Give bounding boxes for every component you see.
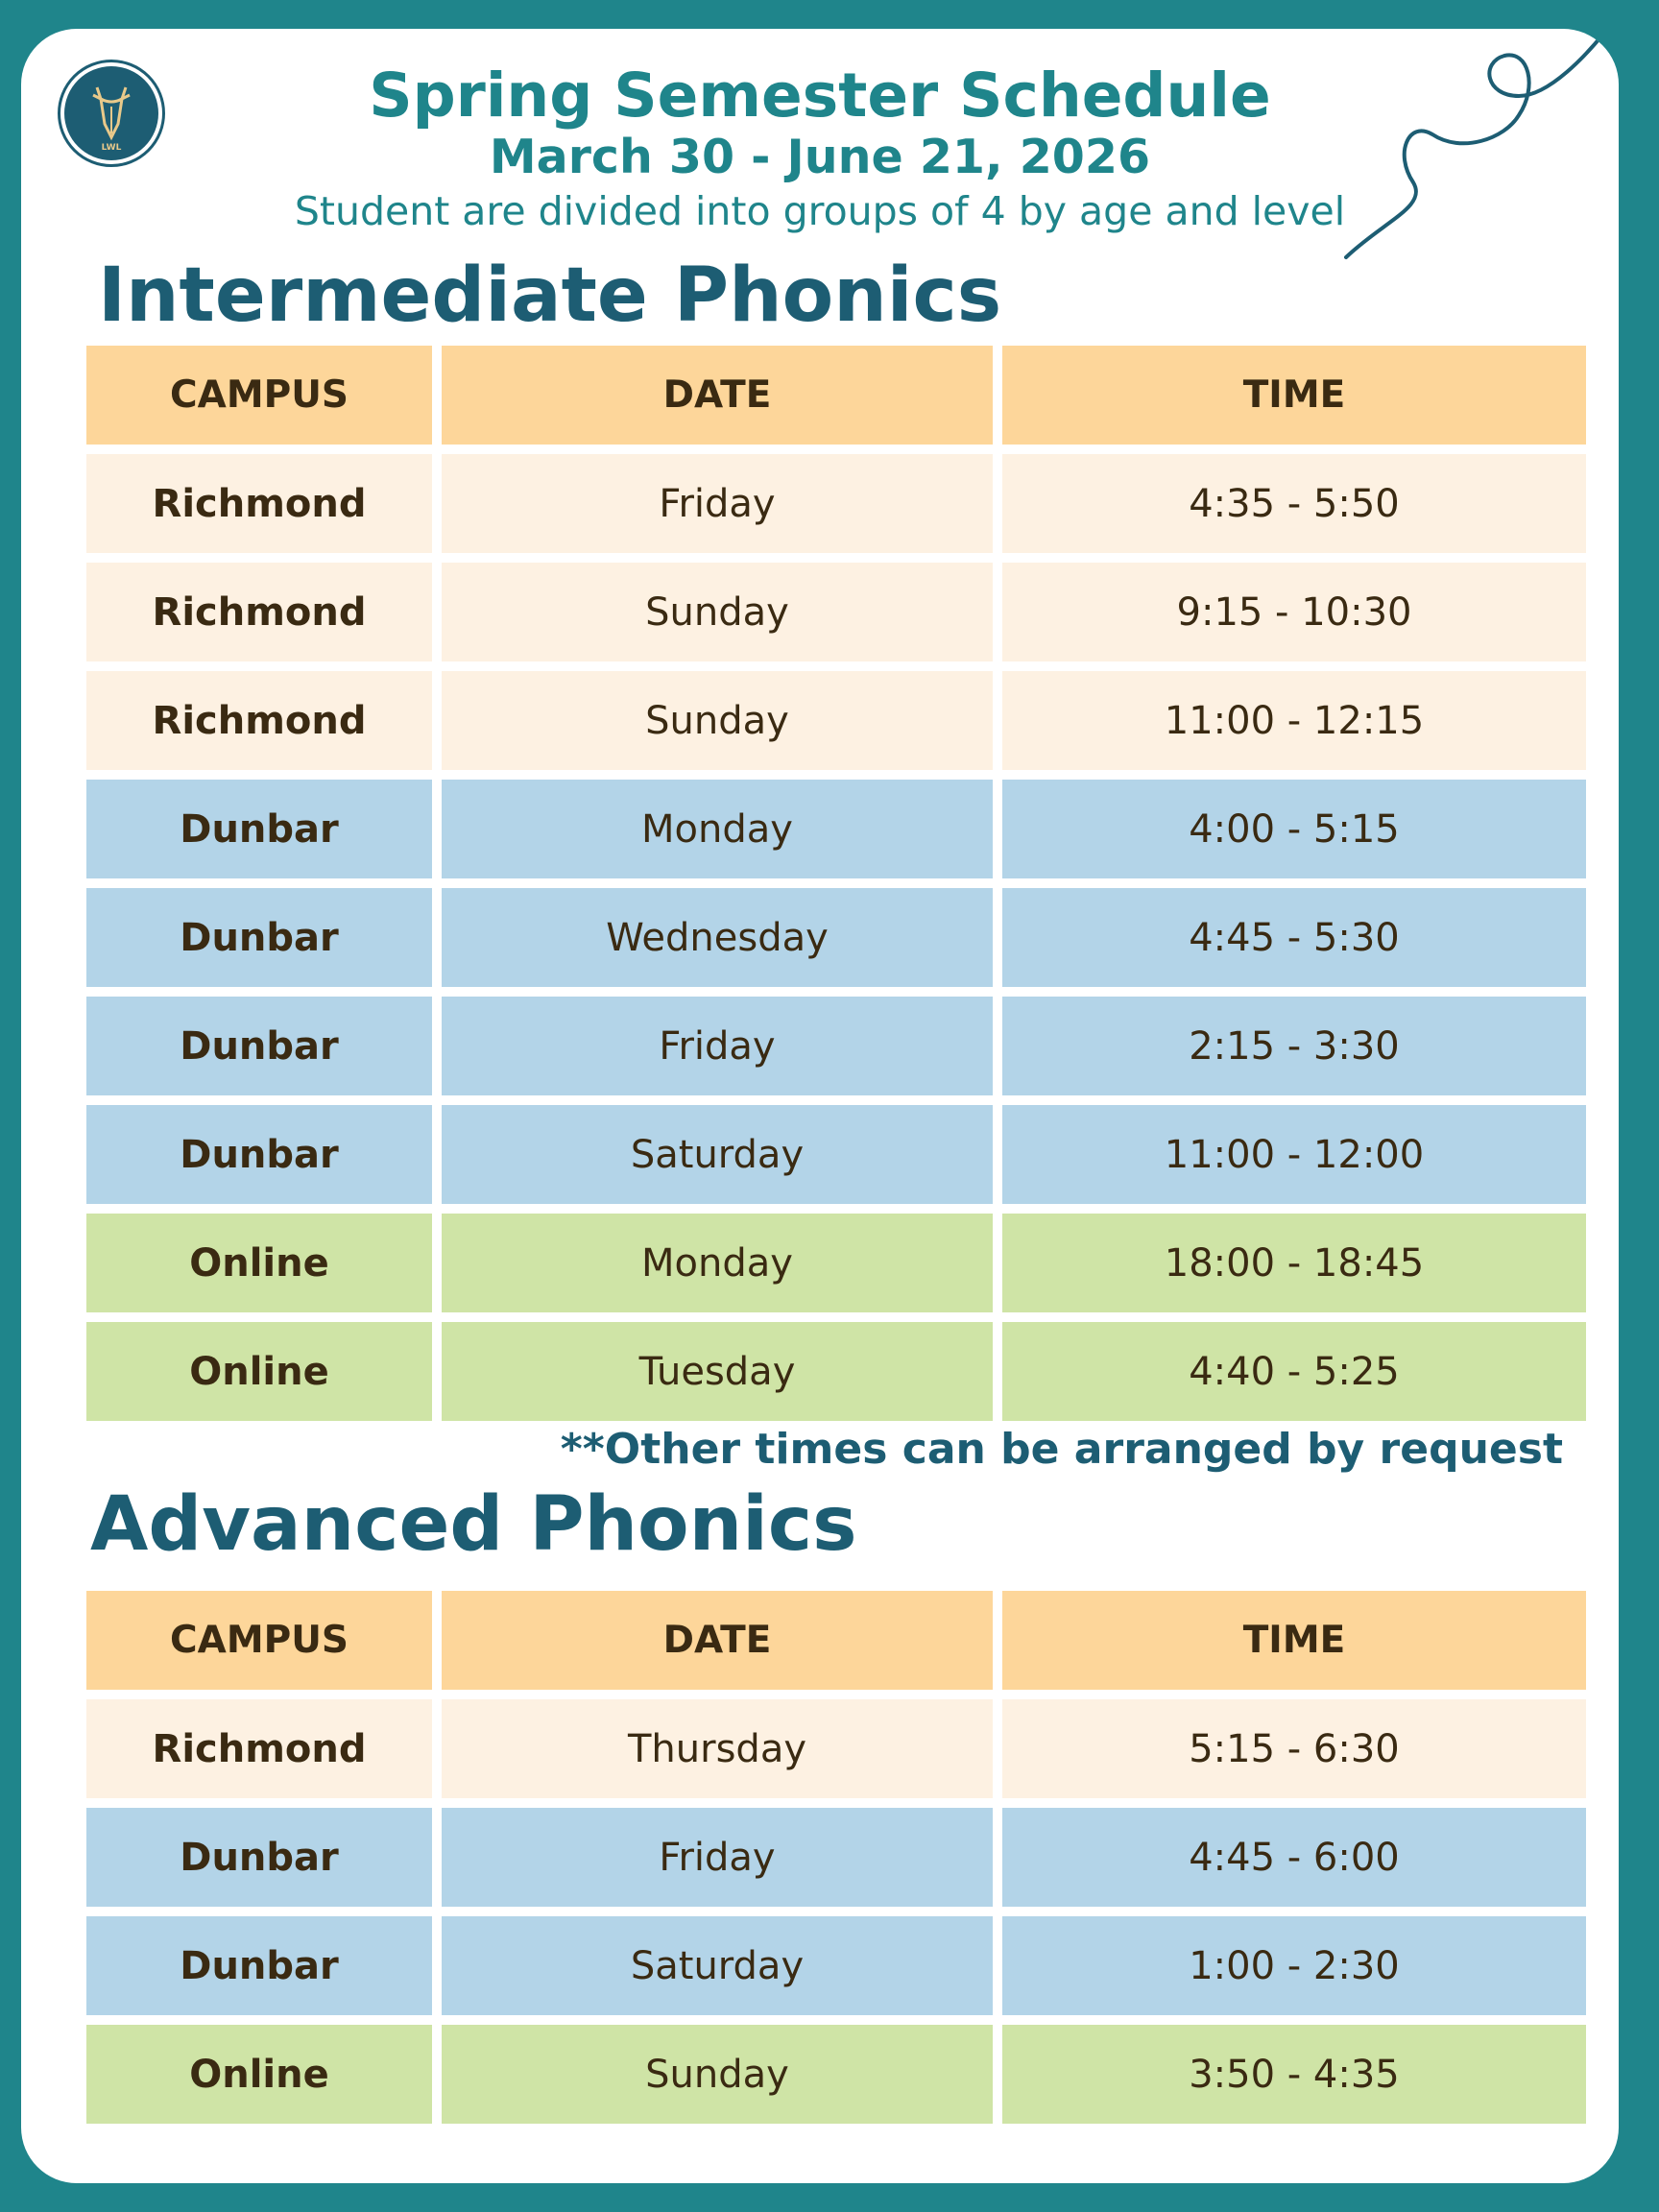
table-row [86,1322,1586,1421]
campus-cell: Dunbar [86,888,432,987]
logo-text: LWL [101,143,122,153]
time-cell: 2:15 - 3:30 [1002,997,1586,1095]
day-cell: Saturday [442,1105,993,1204]
column-header-date: DATE [442,1591,993,1690]
table-row [86,1214,1586,1312]
time-cell: 11:00 - 12:00 [1002,1105,1586,1204]
table-row [86,454,1586,553]
table-row [86,888,1586,987]
arrangement-footnote: **Other times can be arranged by request [560,1425,1563,1474]
campus-cell: Richmond [86,1699,432,1798]
column-header-campus: CAMPUS [86,1591,432,1690]
time-cell: 18:00 - 18:45 [1002,1214,1586,1312]
campus-cell: Dunbar [86,1808,432,1907]
schedule-card [21,29,1619,2183]
campus-cell: Dunbar [86,997,432,1095]
day-cell: Sunday [442,2025,993,2124]
day-cell: Wednesday [442,888,993,987]
campus-cell: Dunbar [86,1916,432,2015]
advanced-section-title: Advanced Phonics [90,1481,857,1568]
time-cell: 3:50 - 4:35 [1002,2025,1586,2124]
time-cell: 4:45 - 5:30 [1002,888,1586,987]
campus-cell: Online [86,1214,432,1312]
campus-cell: Dunbar [86,1105,432,1204]
table-row [86,1105,1586,1204]
time-cell: 11:00 - 12:15 [1002,671,1586,770]
day-cell: Sunday [442,563,993,661]
table-row [86,1808,1586,1907]
campus-cell: Online [86,2025,432,2124]
time-cell: 9:15 - 10:30 [1002,563,1586,661]
day-cell: Thursday [442,1699,993,1798]
day-cell: Monday [442,1214,993,1312]
table-header-row [86,1591,1586,1690]
time-cell: 1:00 - 2:30 [1002,1916,1586,2015]
campus-cell: Dunbar [86,780,432,878]
campus-cell: Online [86,1322,432,1421]
table-row [86,1699,1586,1798]
time-cell: 4:35 - 5:50 [1002,454,1586,553]
time-cell: 4:45 - 6:00 [1002,1808,1586,1907]
grouping-note: Student are divided into groups of 4 by age and level [294,188,1346,234]
time-cell: 4:00 - 5:15 [1002,780,1586,878]
column-header-campus: CAMPUS [86,346,432,445]
table-row [86,563,1586,661]
table-row [86,2025,1586,2124]
day-cell: Friday [442,454,993,553]
time-cell: 5:15 - 6:30 [1002,1699,1586,1798]
day-cell: Friday [442,1808,993,1907]
day-cell: Sunday [442,671,993,770]
table-row [86,780,1586,878]
day-cell: Saturday [442,1916,993,2015]
campus-cell: Richmond [86,454,432,553]
column-header-date: DATE [442,346,993,445]
column-header-time: TIME [1002,346,1586,445]
advanced-schedule-table [77,1581,1596,2133]
time-cell: 4:40 - 5:25 [1002,1322,1586,1421]
day-cell: Monday [442,780,993,878]
page-title: Spring Semester Schedule [369,60,1271,131]
campus-cell: Richmond [86,563,432,661]
table-row [86,997,1586,1095]
intermediate-schedule-table [77,336,1596,1431]
day-cell: Friday [442,997,993,1095]
column-header-time: TIME [1002,1591,1586,1690]
table-row [86,1916,1586,2015]
table-header-row [86,346,1586,445]
semester-dates: March 30 - June 21, 2026 [489,130,1151,184]
day-cell: Tuesday [442,1322,993,1421]
campus-cell: Richmond [86,671,432,770]
table-row [86,671,1586,770]
intermediate-section-title: Intermediate Phonics [98,252,1002,339]
